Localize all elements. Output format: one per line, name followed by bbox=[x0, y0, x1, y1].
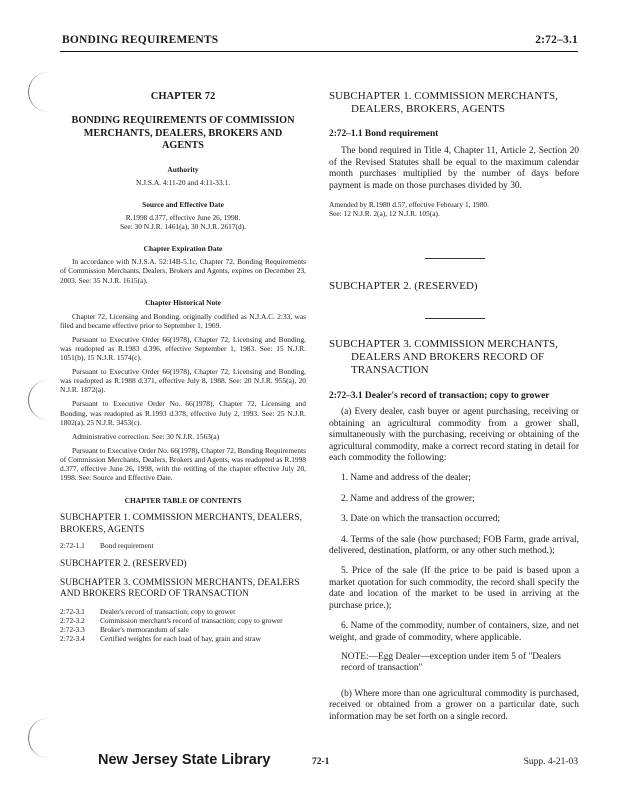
right-column-lower bbox=[329, 338, 579, 723]
historical-note: Pursuant to Executive Order 66(1978), Chapter 72, Licensing and Bonding, was readopted as R.1983 d.396, effective September 1, 1983. See: 15 N.J.R. 1051(b), 15 N.J.R. 1574(c). bbox=[60, 334, 306, 363]
toc-entry[interactable] bbox=[60, 607, 306, 616]
amendment-note: Amended by R.1980 d.57, effective February 1, 1980. bbox=[329, 200, 489, 210]
list-item: 3. Date on which the transaction occurred; bbox=[341, 514, 501, 525]
historical-note: Chapter 72, Licensing and Bonding, originally codified as N.J.A.C. 2:33, was filed and became effective prior to September 1, 1969. bbox=[60, 311, 306, 330]
library-name: New Jersey State Library bbox=[98, 752, 271, 768]
supplement-date: Supp. 4-21-03 bbox=[523, 757, 578, 767]
section-divider bbox=[425, 258, 485, 259]
note: NOTE:—Egg Dealer—exception under item 5 of "Dealers record of transaction" bbox=[341, 651, 561, 674]
chapter-title: BONDING REQUIREMENTS OF COMMISSION MERCHANTS, DEALERS, BROKERS AND AGENTS bbox=[71, 115, 295, 152]
toc-entry-title: Commission merchant's record of transaction; copy to grower bbox=[100, 615, 283, 625]
amendment-note: See: 12 N.J.R. 2(a), 12 N.J.R. 105(a). bbox=[329, 209, 440, 219]
punch-hole-mark bbox=[28, 718, 55, 758]
source-heading: Source and Effective Date bbox=[142, 199, 224, 209]
expiration-text: In accordance with N.J.S.A. 52:14B-5.1c, Chapter 72, Bonding Requirements of Commission Merchants, Dealers, Brokers and Agents, expires on December 23, 2003. See: 35 N.J.R. 1615(a). bbox=[60, 257, 306, 285]
toc-subchapter-1: SUBCHAPTER 1. COMMISSION MERCHANTS, DEALERS, BROKERS, AGENTS bbox=[60, 513, 302, 535]
punch-hole-mark bbox=[28, 380, 55, 420]
toc-entry[interactable] bbox=[60, 616, 306, 625]
source-text: R.1998 d.377, effective June 26, 1998. bbox=[125, 213, 241, 223]
authority-heading: Authority bbox=[167, 164, 199, 174]
running-header-section: 2:72–3.1 bbox=[535, 34, 578, 46]
page-number: 72-1 bbox=[312, 757, 330, 767]
subchapter-1-heading: SUBCHAPTER 1. COMMISSION MERCHANTS, DEALERS, BROKERS, AGENTS bbox=[329, 90, 558, 115]
list-item: 5. Price of the sale (If the price to be paid is based upon a market quotation for such commodity, the record shall specify the date and location of the market to be used in arriving at the purchase price.); bbox=[329, 566, 579, 611]
section-2-72-3-1-heading: 2:72–3.1 Dealer's record of transaction; copy to grower bbox=[329, 391, 550, 401]
toc-entry-number: 2:72-3.1 bbox=[60, 606, 85, 616]
toc-entry[interactable] bbox=[60, 541, 306, 550]
historical-note: Pursuant to Executive Order 66(1978), Chapter 72, Licensing and Bonding, was readopted as R.1988 d.371, effective July 8, 1988. See: 20 N.J.R. 955(a), 20 N.J.R. 1872(a). bbox=[60, 367, 306, 395]
toc-entry[interactable] bbox=[60, 625, 306, 634]
toc-subchapter-3: SUBCHAPTER 3. COMMISSION MERCHANTS, DEALERS AND BROKERS RECORD OF TRANSACTION bbox=[60, 577, 300, 600]
subchapter-3-heading: SUBCHAPTER 3. COMMISSION MERCHANTS, DEALERS AND BROKERS RECORD OF TRANSACTION bbox=[329, 338, 558, 376]
toc-entry[interactable] bbox=[60, 634, 306, 643]
historical-note: Administrative correction. See: 30 N.J.R. 1563(a) bbox=[72, 431, 220, 441]
list-item: 6. Name of the commodity, number of containers, size, and net weight, and grade of commodity, where applicable. bbox=[329, 621, 579, 643]
section-divider bbox=[425, 318, 485, 319]
historical-note: Pursuant to Executive Order No. 66(1978), Chapter 72, Licensing and Bonding, was readopted as R.1993 d.378, effective July 2, 1993. See: 25 N.J.R. 1802(a), 25 N.J.R. 3453(c). bbox=[60, 399, 306, 427]
historical-heading: Chapter Historical Note bbox=[145, 297, 221, 307]
toc-entry-title: Dealer's record of transaction; copy to grower bbox=[100, 606, 236, 616]
toc-heading: CHAPTER TABLE OF CONTENTS bbox=[124, 496, 242, 506]
expiration-heading: Chapter Expiration Date bbox=[143, 244, 223, 254]
paragraph-a: (a) Every dealer, cash buyer or agent purchasing, receiving or obtaining an agricultural commodity from a grower shall, simultaneously with the purchasing, receiving or obtaining of the agricultural commodity, make a correct record stating in detail for each commodity the following: bbox=[329, 407, 579, 464]
right-column bbox=[329, 90, 579, 218]
list-item: 1. Name and address of the dealer; bbox=[341, 473, 471, 484]
running-header-title: BONDING REQUIREMENTS bbox=[62, 34, 219, 46]
list-item: 4. Terms of the sale (how purchased; FOB Farm, grade arrival, delivered, destination, platform, or any other such method.); bbox=[329, 534, 579, 557]
toc-entry-number: 2:72-3.3 bbox=[60, 624, 85, 634]
toc-subchapter-2: SUBCHAPTER 2. (RESERVED) bbox=[60, 559, 187, 570]
section-2-72-1-1-heading: 2:72–1.1 Bond requirement bbox=[329, 129, 439, 139]
toc-entry-number: 2:72-3.4 bbox=[60, 634, 85, 644]
punch-hole-mark bbox=[28, 72, 55, 112]
toc-entry-title: Bond requirement bbox=[100, 541, 154, 551]
subchapter-2-heading: SUBCHAPTER 2. (RESERVED) bbox=[329, 280, 478, 292]
authority-text: N.J.S.A. 4:11-20 and 4:11-33.1. bbox=[135, 177, 231, 187]
left-column bbox=[60, 90, 306, 643]
toc-entry-title: Broker's memorandum of sale bbox=[100, 624, 189, 634]
section-2-72-1-1-text: The bond required in Title 4, Chapter 11, Article 2, Section 20 of the Revised Statutes shall be equal to the maximum calendar month purchases multiplied by the number of days before payment is made on those purchases divided by 30. bbox=[329, 146, 579, 191]
paragraph-b: (b) Where more than one agricultural commodity is purchased, received or obtained from a grower on a particular date, such information may be set forth on a single record. bbox=[329, 688, 579, 722]
toc-entry-title: Certified weights for each load of hay, grain and straw bbox=[100, 634, 261, 644]
list-item: 2. Name and address of the grower; bbox=[341, 493, 475, 504]
toc-entry-number: 2:72-3.2 bbox=[60, 615, 85, 625]
toc-entry-number: 2:72-1.1 bbox=[60, 541, 85, 551]
chapter-number: CHAPTER 72 bbox=[150, 91, 216, 102]
header-rule bbox=[60, 51, 578, 52]
historical-note: Pursuant to Executive Order No. 66(1978), Chapter 72, Bonding Requirements of Commission Merchants, Dealers, Brokers and Agents, was readopted as R.1998 d.377, effective June 26, 1998, with the retitling of the chapter effective July 20, 1998. See: Source and Effective Date. bbox=[60, 445, 306, 483]
source-text: See: 30 N.J.R. 1461(a), 30 N.J.R. 2617(d). bbox=[119, 222, 247, 232]
